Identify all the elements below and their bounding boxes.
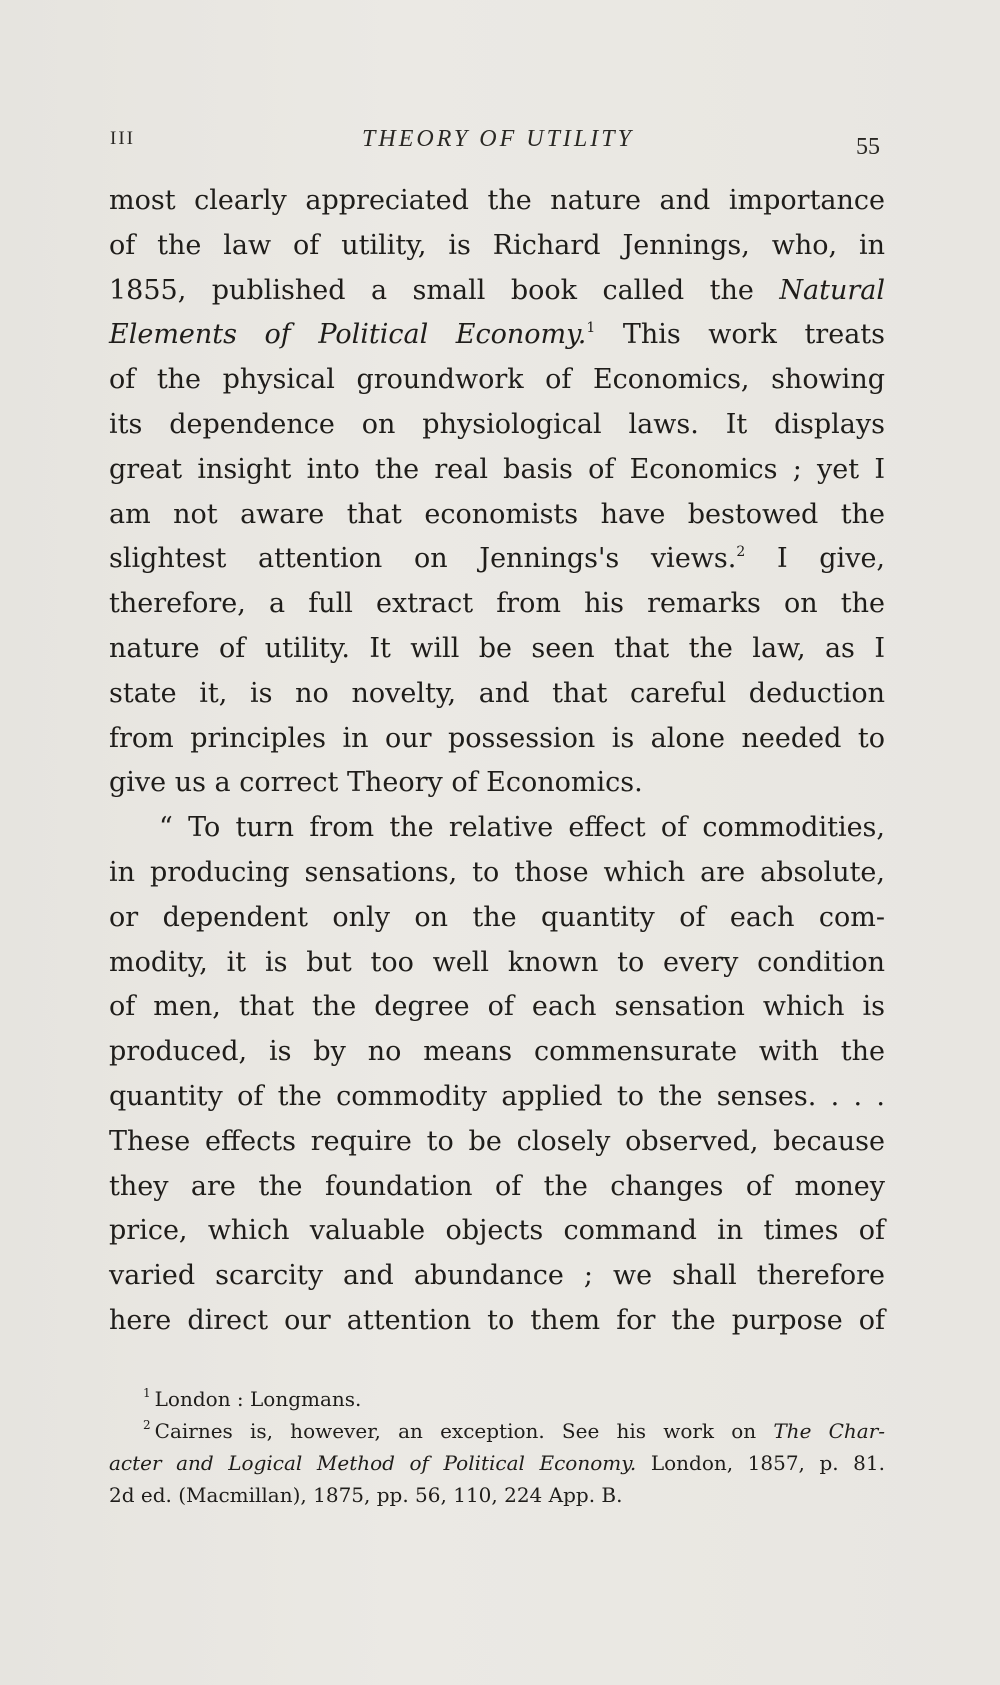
text-line: nature of utility. It will be seen that the law, as I (109, 632, 885, 664)
text-line: 1855, published a small book called the Natural (109, 274, 885, 306)
body-text (109, 179, 885, 1344)
text-line: therefore, a full extract from his remarks on the (109, 588, 885, 620)
text-line: Elements of Political Economy.$^1$ This work treats (109, 319, 885, 351)
text-line: its dependence on physiological laws. It displays (109, 408, 885, 440)
footnote-marker: 2 (143, 1418, 151, 1432)
page-number: 55 (856, 134, 880, 160)
text-line: from principles in our possession is alone needed to (109, 722, 885, 754)
text-line: or dependent only on the quantity of each com- (109, 901, 885, 933)
running-title: THEORY OF UTILITY (362, 126, 634, 152)
footnotes (109, 1383, 885, 1511)
text-line: modity, it is but too well known to every condition (109, 946, 885, 978)
text-line: most clearly appreciated the nature and importance (109, 185, 885, 216)
footnote-2: $^2$ Cairnes is, however, an exception. See his work on The Char- (143, 1418, 886, 1443)
text-line: here direct our attention to them for the purpose of (109, 1304, 885, 1336)
text-line: slightest attention on Jennings's views.$^2$ I give, (109, 543, 886, 575)
text-line: price, which valuable objects command in times of (109, 1215, 885, 1247)
text-line: state it, is no novelty, and that careful deduction (109, 677, 885, 709)
text-line: in producing sensations, to those which are absolute, (109, 856, 885, 888)
text-line: produced, is by no means commensurate with the (109, 1036, 885, 1068)
text-line: “ To turn from the relative effect of commodities, (159, 812, 885, 844)
text-line: of men, that the degree of each sensation which is (109, 991, 885, 1023)
text-line: varied scarcity and abundance ; we shall therefore (109, 1260, 885, 1292)
text-line: These effects require to be closely observed, because (109, 1125, 885, 1157)
footnote-marker: 1 (143, 1386, 151, 1400)
text-line: great insight into the real basis of Economics ; yet I (109, 453, 885, 485)
running-header (110, 118, 886, 158)
footnote-2-cont: 2d ed. (Macmillan), 1875, pp. 56, 110, 224 App. B. (109, 1483, 623, 1507)
text-line: am not aware that economists have bestowed the (109, 498, 885, 530)
footnote-ref[interactable]: 1 (586, 320, 596, 337)
text-line: of the law of utility, is Richard Jennings, who, in (109, 229, 885, 261)
text-line: of the physical groundwork of Economics, showing (109, 364, 885, 396)
footnote-1: $^1$ London : Longmans. (143, 1386, 362, 1411)
text-line: they are the foundation of the changes of money (109, 1170, 885, 1202)
text-line: quantity of the commodity applied to the senses. . . . (109, 1080, 885, 1112)
text-line: give us a correct Theory of Economics. (109, 767, 643, 799)
footnote-2-cont: acter and Logical Method of Political Economy. London, 1857, p. 81. (109, 1451, 885, 1475)
footnote-ref[interactable]: 2 (736, 544, 746, 561)
chapter-numeral: III (110, 128, 135, 149)
